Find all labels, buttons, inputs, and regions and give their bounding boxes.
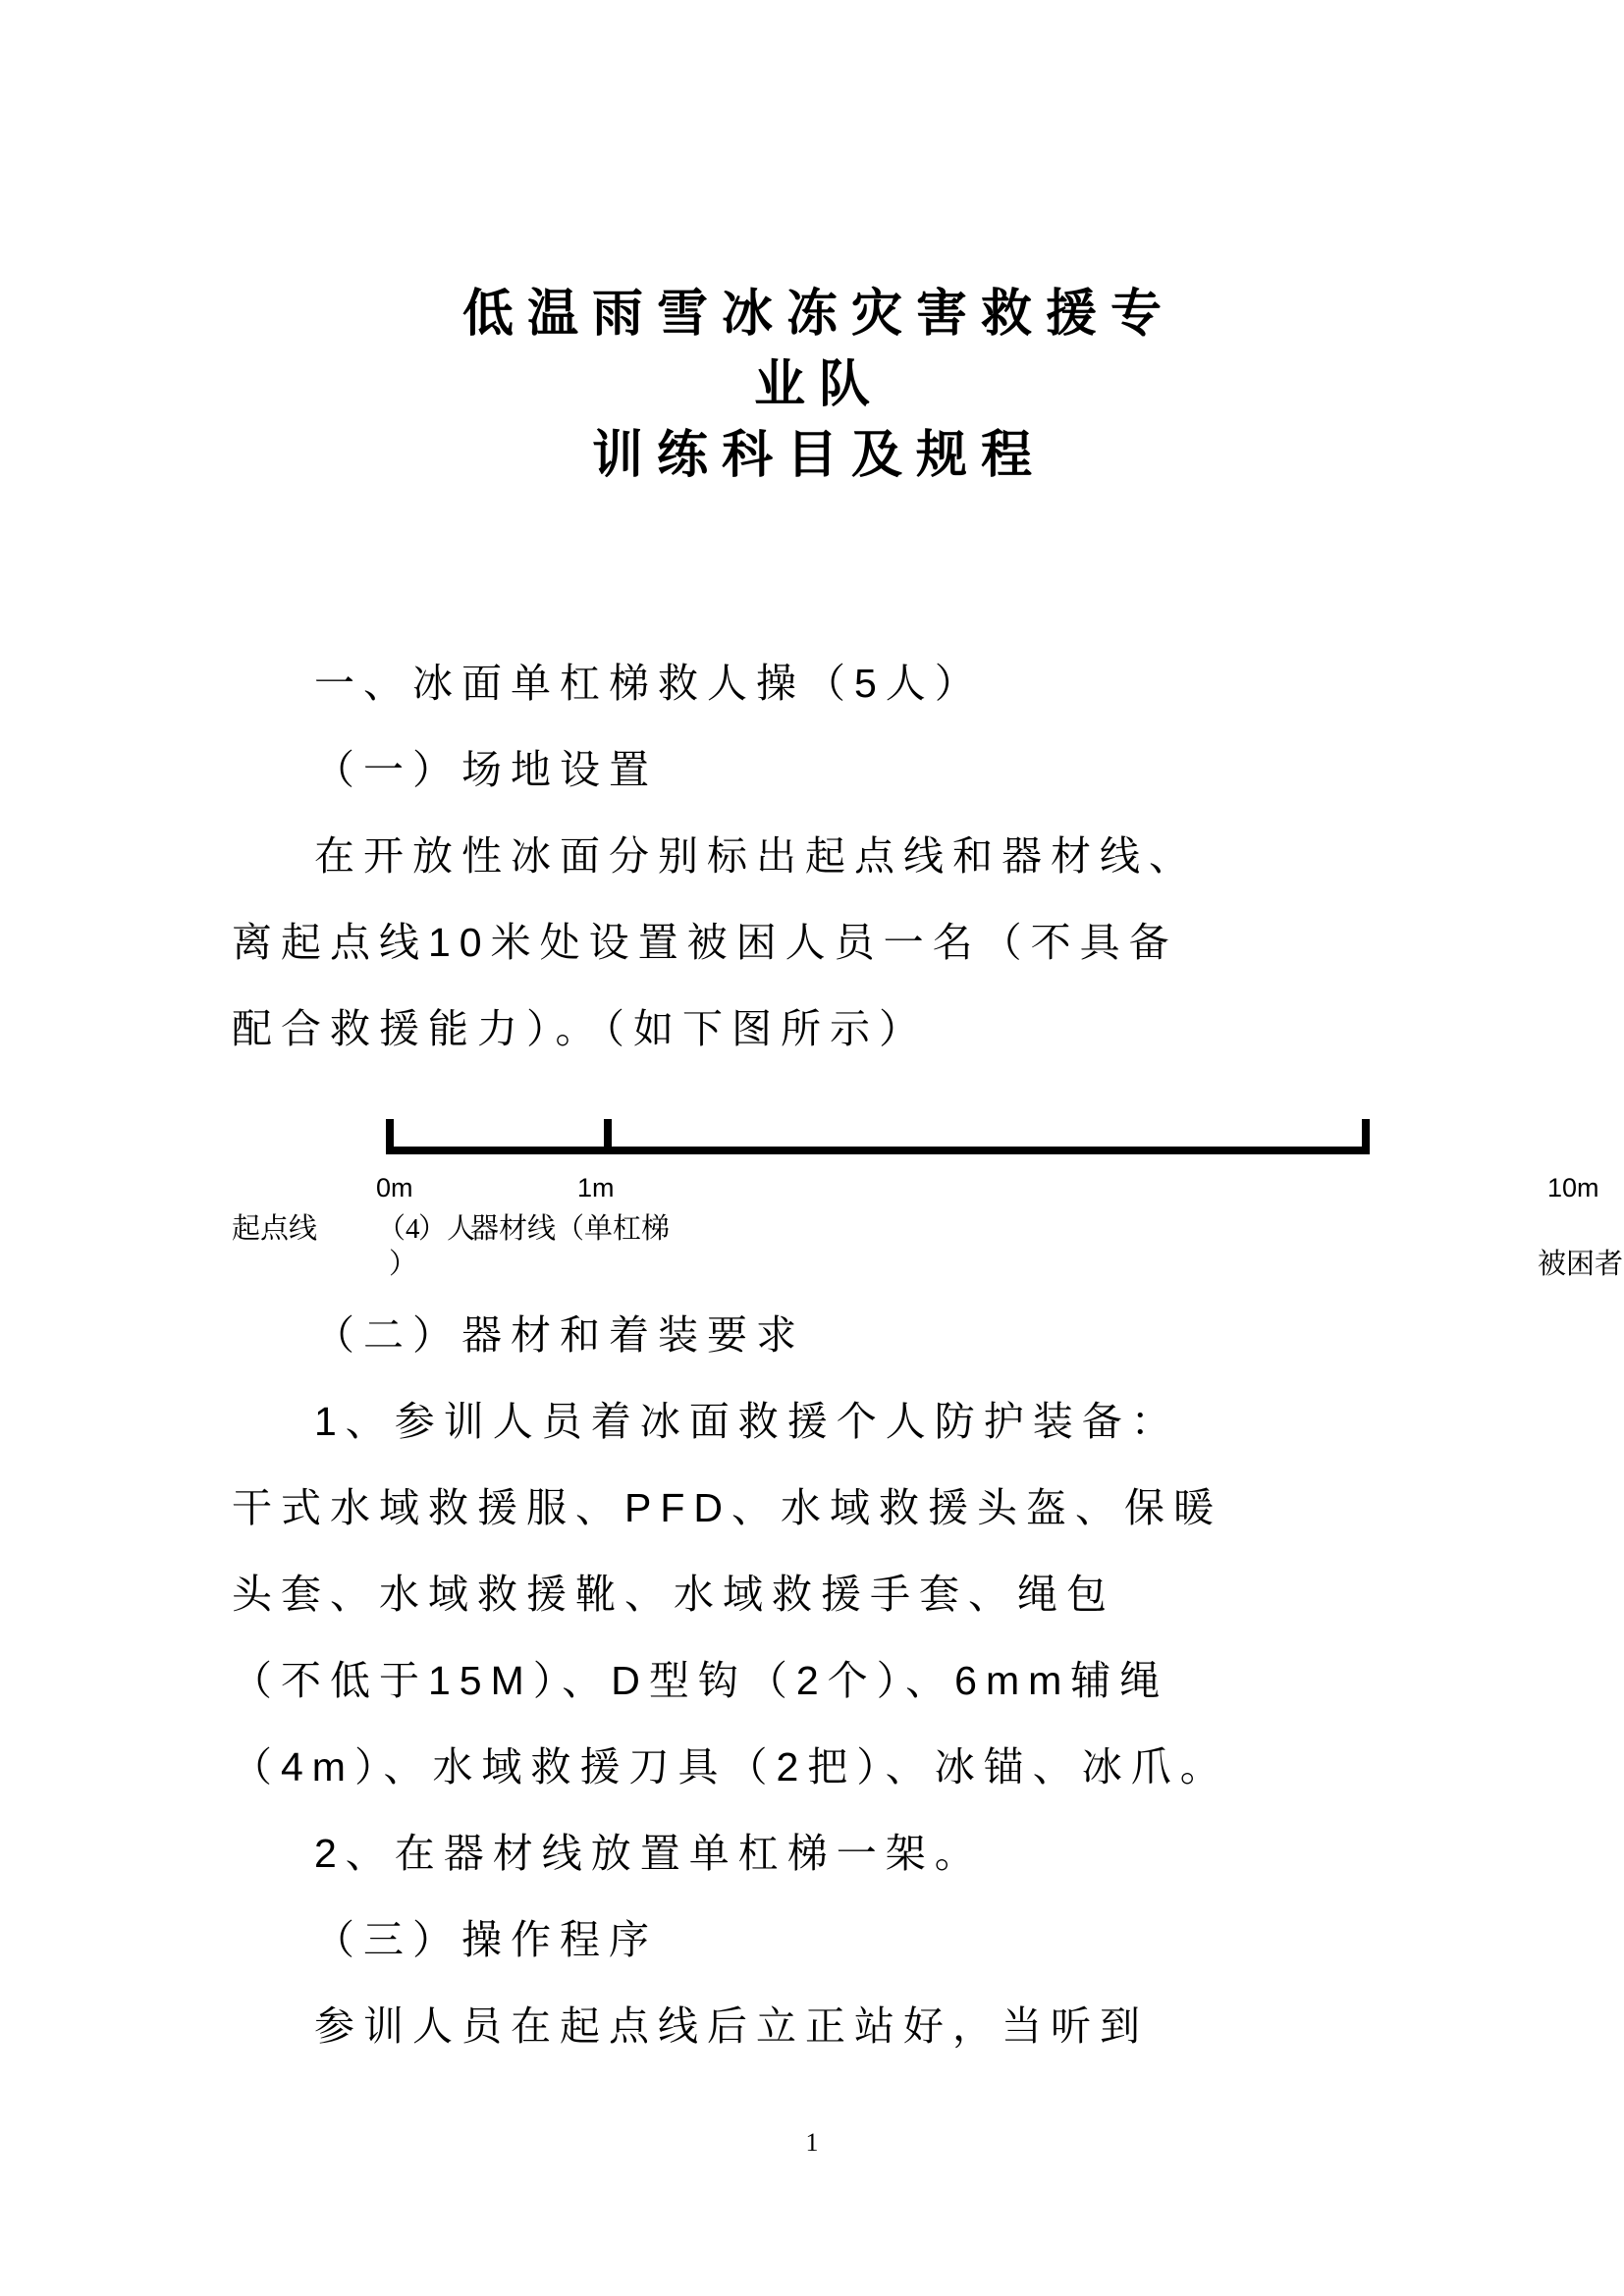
scale-tick-10m [1362, 1119, 1370, 1154]
title-line-2: 业队 [753, 356, 884, 413]
caption-participant-count: （4 [377, 1213, 420, 1245]
heading-section-one: 一、冰面单杠梯救人操（5人） [314, 661, 984, 706]
item-ladder-placement: 2、在器材线放置单杠梯一架。 [314, 1831, 984, 1876]
scale-tick-1m [604, 1119, 612, 1154]
item-ppe-line-1: 1、参训人员着冰面救援个人防护装备： [314, 1399, 1180, 1444]
document-title [0, 279, 1624, 491]
title-line-1: 低温雨雪冰冻灾害救援专 [461, 286, 1175, 343]
paragraph-procedure-line-1: 参训人员在起点线后立正站好，当听到 [314, 2003, 1149, 2049]
caption-participant-unit: ）人 [418, 1213, 476, 1245]
scale-label-0m: 0m [376, 1173, 413, 1202]
paragraph-venue-line-2: 离起点线10米处设置被困人员一名（不具备 [232, 920, 1178, 965]
subheading-operating-procedure: （三）操作程序 [314, 1917, 658, 1962]
subheading-venue-setup: （一）场地设置 [314, 747, 658, 792]
scale-tick-0m [386, 1119, 394, 1154]
body-section-lower [232, 1292, 1395, 2069]
subheading-equipment-dress: （二）器材和着装要求 [314, 1312, 805, 1358]
item-ppe-line-5: （4m）、水域救援刀具（2把）、冰锚、冰爪。 [232, 1744, 1229, 1789]
caption-victim: 被困者 [1538, 1249, 1624, 1280]
item-ppe-line-3: 头套、水域救援靴、水域救援手套、绳包 [232, 1572, 1115, 1617]
item-ppe-line-2: 干式水域救援服、PFD、水域救援头盔、保暖 [232, 1485, 1222, 1530]
scale-label-1m: 1m [577, 1173, 615, 1202]
caption-equipment-line: 器材线（单杠梯 [470, 1213, 671, 1245]
caption-start-line: 起点线 [232, 1213, 318, 1245]
page-number: 1 [805, 2128, 819, 2157]
title-line-3: 训练科目及规程 [591, 427, 1046, 484]
distance-scale-bar [386, 1119, 1370, 1154]
caption-orphan-paren: ） [389, 1249, 418, 1280]
body-section-upper [232, 640, 1395, 1072]
scale-label-10m: 10m [1547, 1173, 1599, 1202]
scale-baseline [386, 1147, 1370, 1154]
paragraph-venue-line-1: 在开放性冰面分别标出起点线和器材线、 [314, 833, 1198, 879]
paragraph-venue-line-3: 配合救援能力）。（如下图所示） [232, 1006, 928, 1051]
item-ppe-line-4: （不低于15M）、D型钩（2个）、6mm辅绳 [232, 1658, 1169, 1703]
venue-setup-diagram [232, 1080, 1624, 1291]
